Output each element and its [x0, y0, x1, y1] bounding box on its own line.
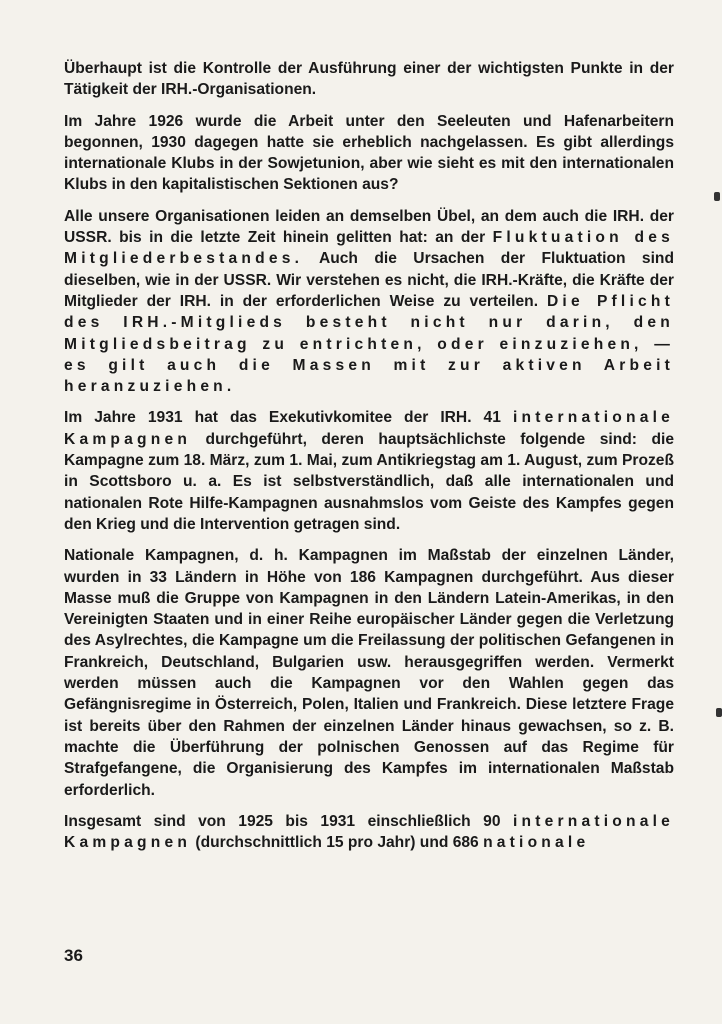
text-run: Im Jahre 1931 hat das Exekutivkomitee der IRH. 41 [64, 409, 513, 427]
text-run: Nationale Kampagnen, d. h. Kampagnen im Maßstab der einzelnen Länder, wurden in 33 Ländern in Höhe von 186 Kampagnen durchgeführt. Aus dieser Masse muß die Gruppe von Kampagnen in den Ländern Latein-Amerikas, in den Vereinigten Staaten und in einer Reihe europäischer Länder gegen die Verletzung des Asylrechtes, die Kampagne um die Freilassung der politischen Gefangenen in Frankreich, Deutschland, Bulgarien usw. herausgegriffen werden. Vermerkt werden müssen auch die Kampagnen vor den Wahlen gegen das Gefängnisregime in Österreich, Polen, Italien und Frankreich. Diese letztere Frage ist bereits über den Rahmen der einzelnen Länder hinaus gewachsen, so z. B. machte die Überführung der polnischen Genossen auf das Regime für Strafgefangene, die Organisierung des Kampfes im internationalen Maßstab erforderlich. [64, 547, 674, 799]
spaced-emphasis-text: Fluktuation des Mitgliederbestandes. [64, 229, 674, 268]
text-run: Im Jahre 1926 wurde die Arbeit unter den Seeleuten und Hafenarbeitern begonnen, 1930 dagegen hatte sie erheblich nachgelassen. Es gibt allerdings internationale Klubs in der Sowjetunion, aber wie sieht es mit den internationalen Klubs in den kapitalistischen Sektionen aus? [64, 112, 674, 194]
spaced-emphasis-text: internationale Kampagnen [64, 812, 674, 852]
paragraph [64, 206, 674, 398]
paragraph [64, 407, 674, 535]
text-run: Überhaupt ist die Kontrolle der Ausführung einer der wichtigsten Punkte in der Tätigkeit der IRH.-Organisationen. [64, 60, 674, 99]
spaced-emphasis-text: Die Pflicht des IRH.-Mitglieds besteht nicht nur darin, den Mitgliedsbeitrag zu entrichten, oder einzuziehen, — es gilt auch die Massen mit zur aktiven Arbeit heranzuziehen. [64, 292, 674, 396]
text-run: Insgesamt sind von 1925 bis 1931 einschließlich 90 [64, 812, 513, 830]
text-run: Auch die Ursachen der Fluktuation sind dieselben, wie in der USSR. Wir verstehen es nicht, die IRH.-Kräfte, die Kräfte der Mitglieder der IRH. in der erforderlichen Weise zu verteilen. [64, 250, 674, 310]
paragraph [64, 811, 674, 854]
text-run: durchgeführt, deren hauptsächlichste folgende sind: die Kampagne zum 18. März, zum 1. Mai, zum Antikriegstag am 1. August, zum Prozeß in Scottsboro u. a. Es ist selbstverständlich, daß alle internationalen und nationalen Rote Hilfe-Kampagnen ausnahmslos vom Geiste des Kampfes gegen den Krieg und die Intervention getragen sind. [64, 430, 674, 533]
paragraph [64, 58, 674, 101]
page-number: 36 [64, 946, 83, 965]
text-run: (durchschnittlich 15 pro Jahr) und 686 [191, 834, 484, 852]
edge-mark [716, 708, 722, 717]
body-text [64, 58, 674, 863]
spaced-emphasis-text: internationale Kampagnen [64, 409, 674, 448]
paragraph [64, 111, 674, 196]
text-run: Alle unsere Organisationen leiden an demselben Übel, an dem auch die IRH. der USSR. bis in die letzte Zeit hinein gelitten hat: an der [64, 207, 674, 247]
spaced-emphasis-text: nationale [483, 834, 590, 852]
paragraph [64, 545, 674, 801]
edge-mark [714, 192, 720, 201]
